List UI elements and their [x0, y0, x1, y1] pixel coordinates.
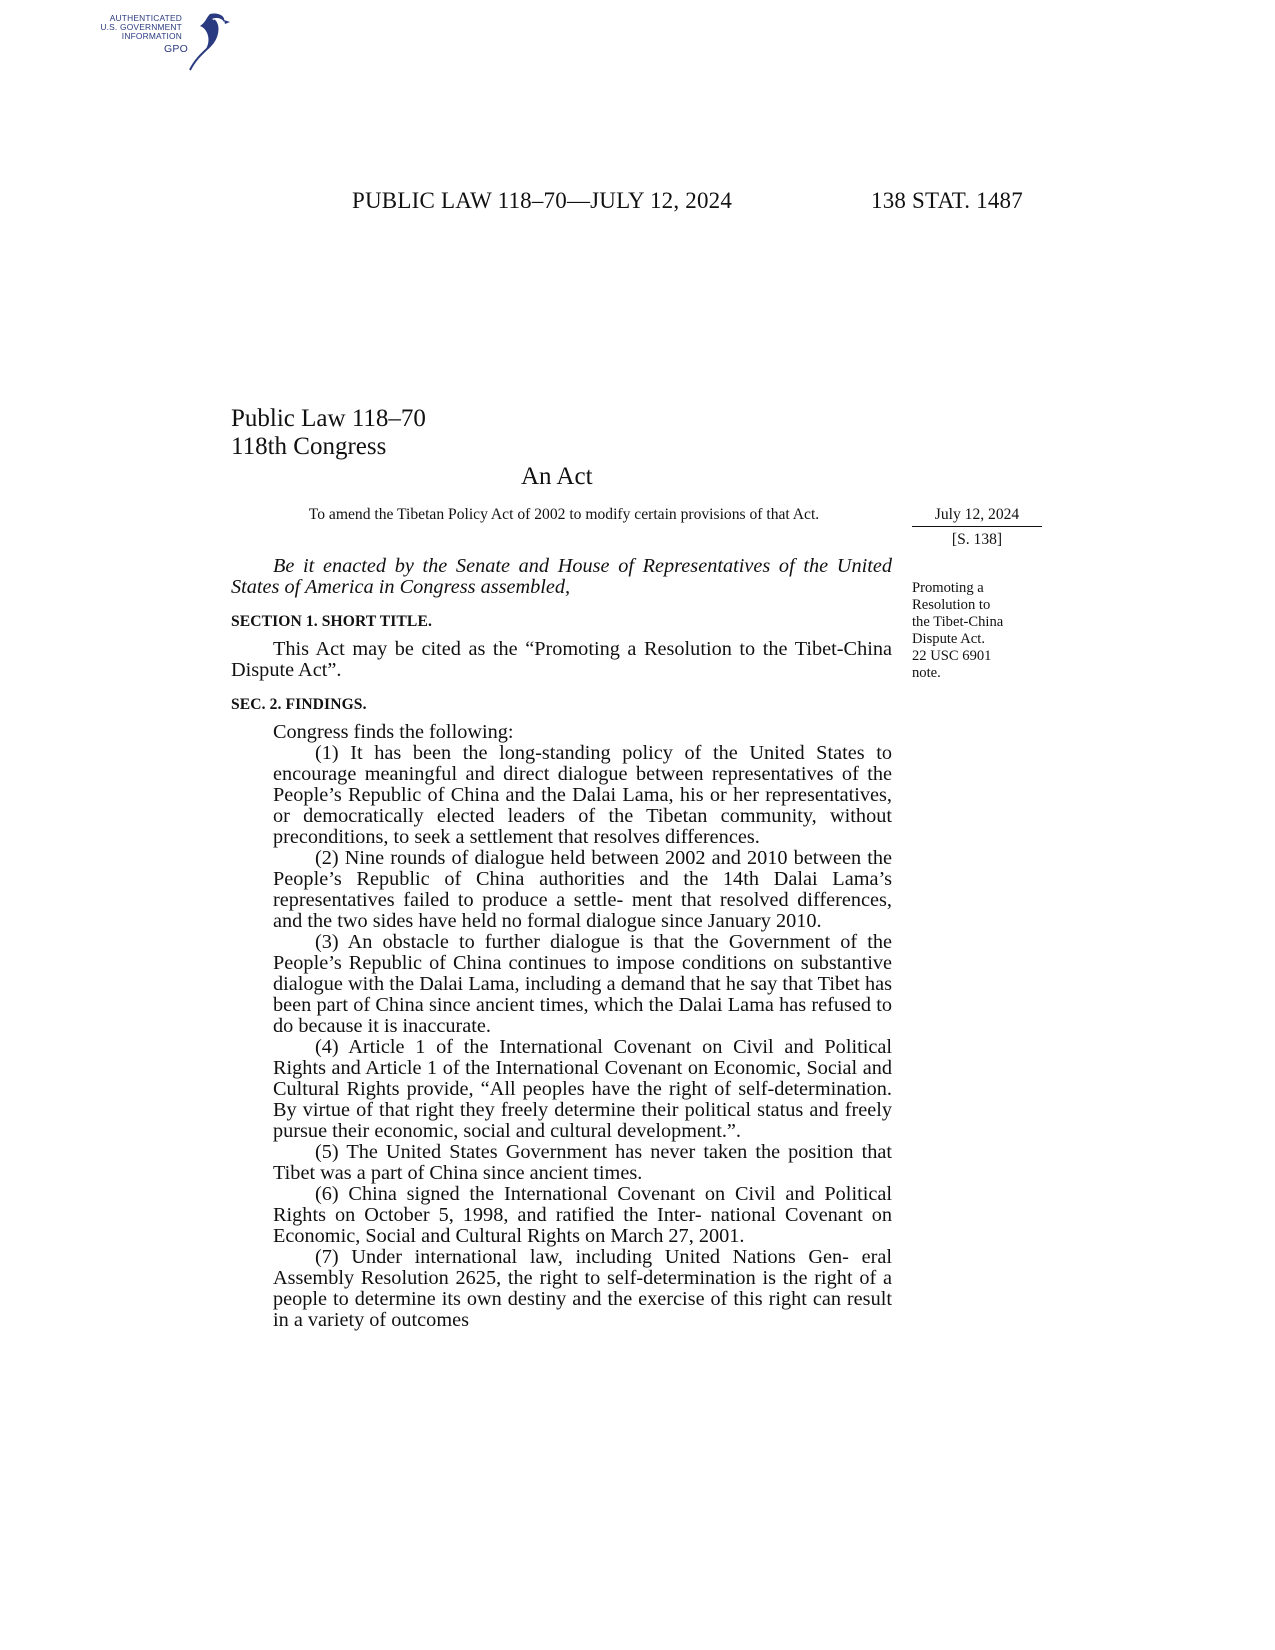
running-head-stat: 138 STAT. 1487 [871, 188, 1023, 213]
enacting-clause: Be it enacted by the Senate and House of Representatives of the United States of America in Congress assembled, [231, 555, 892, 598]
public-law-number: Public Law 118–70 [231, 405, 426, 432]
margin-note-line: Promoting a [912, 580, 984, 596]
finding-6: (6) China signed the International Covenant on Civil and Political Rights on October 5, 1998, and ratified the Inter- national Covenant on Economic, Social and Cultural Rights on March 27, 2001. [273, 1183, 892, 1247]
section-2-heading: SEC. 2. FINDINGS. [231, 696, 367, 713]
findings-intro: Congress finds the following: [273, 721, 514, 743]
congress-number: 118th Congress [231, 433, 387, 460]
logo-text-information: INFORMATION [121, 31, 182, 41]
finding-2: (2) Nine rounds of dialogue held between 2002 and 2010 between the People’s Republic of China authorities and the 14th Dalai Lama’s representatives failed to produce a settle- ment that resolved differences, and the two sides have held no formal dialogue since January 2010. [273, 847, 892, 932]
margin-note-line: Dispute Act. [912, 631, 985, 647]
section-1-text: This Act may be cited as the “Promoting a Resolution to the Tibet-China Dispute Act”. [231, 638, 892, 681]
logo-text-authenticated: AUTHENTICATED [109, 13, 182, 23]
act-body [231, 556, 892, 1331]
date-divider [912, 526, 1042, 527]
margin-note-line: note. [912, 665, 941, 681]
act-label: An Act [521, 463, 593, 490]
margin-note-line: the Tibet-China [912, 614, 1004, 630]
bill-number: [S. 138] [951, 531, 1003, 548]
logo-text-gpo: GPO [164, 43, 188, 55]
finding-1: (1) It has been the long-standing policy of the United States to encourage meaningful and direct dialogue between representatives of the People’s Republic of China and the Dalai Lama, his or her representatives, or democratically elected leaders of the Tibetan community, without preconditions, to seek a settlement that resolves differences. [273, 742, 892, 848]
enactment-date-block [912, 505, 1042, 549]
finding-4: (4) Article 1 of the International Covenant on Civil and Political Rights and Article 1 of the International Covenant on Economic, Social and Cultural Rights provide, “All peoples have the right of self-determination. By virtue of that right they freely determine their political status and freely pursue their economic, social and cultural development.”. [273, 1036, 892, 1142]
long-title: To amend the Tibetan Policy Act of 2002 to modify certain provisions of that Act. [308, 506, 820, 523]
section-1-heading: SECTION 1. SHORT TITLE. [231, 613, 432, 630]
finding-5: (5) The United States Government has never taken the position that Tibet was a part of China since ancient times. [273, 1141, 892, 1184]
finding-3: (3) An obstacle to further dialogue is that the Government of the People’s Republic of China continues to impose conditions on substantive dialogue with the Dalai Lama, including a demand that he say that Tibet has been part of China since ancient times, which the Dalai Lama has refused to do because it is inaccurate. [273, 931, 892, 1037]
finding-7: (7) Under international law, including United Nations Gen- eral Assembly Resolution 2625, the right to self-determination is the right of a people to determine its own destiny and the exercise of this right can result in a variety of outcomes [273, 1246, 892, 1331]
gpo-authentication-logo [92, 8, 232, 74]
margin-note-line: 22 USC 6901 [912, 648, 992, 664]
logo-text-government: U.S. GOVERNMENT [100, 22, 182, 32]
margin-note [912, 580, 1052, 682]
eagle-icon [170, 8, 230, 74]
running-head-law: PUBLIC LAW 118–70—JULY 12, 2024 [352, 188, 733, 213]
enactment-date: July 12, 2024 [934, 506, 1020, 523]
margin-note-line: Resolution to [912, 597, 991, 613]
